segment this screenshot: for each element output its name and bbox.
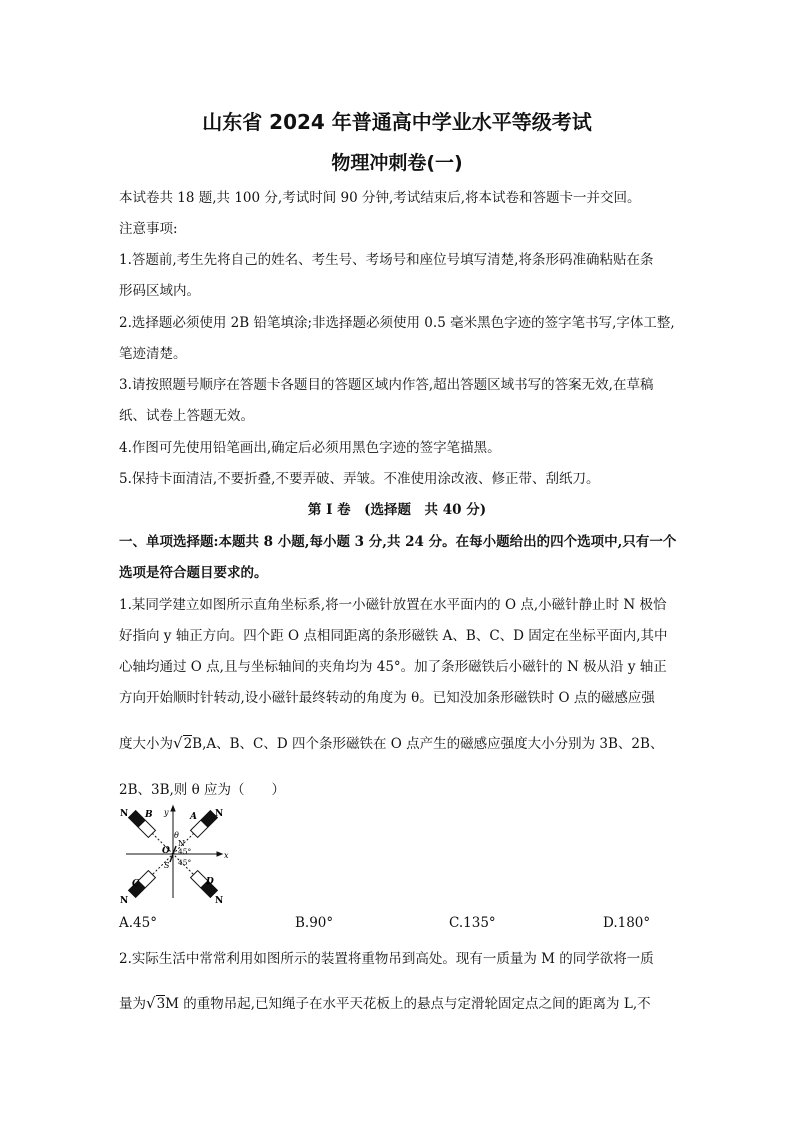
label-a: A [190,812,197,822]
radicand: 2 [183,736,193,752]
label-theta: θ [174,831,179,840]
exam-subtitle: 物理冲刺卷(一) [331,152,463,174]
label-b: B [145,810,153,820]
x-axis-arrow [217,852,222,856]
note-line: 纸、试卷上答题无效。 [119,408,254,424]
option-d[interactable]: D.180° [603,915,651,931]
label-o: O [162,846,170,856]
sqrt-2: √2 [173,734,193,752]
q2-text-pre: 量为 [119,996,146,1012]
q2-text-post: M 的重物吊起,已知绳子在水平天花板上的悬点与定滑轮固定点之间的距离为 L,不 [165,996,651,1012]
label-angle-1: 45° [178,847,192,856]
q1-text [119,732,663,752]
label-y: y [164,808,169,817]
note-line: 3.请按照题号顺序在答题卡各题目的答题区域内作答,超出答题区域书写的答案无效,在草稿 [119,377,654,393]
label-s-needle: S [164,861,170,870]
q1-text: 1.某同学建立如图所示直角坐标系,将一小磁针放置在水平面内的 O 点,小磁针静止时 N 极恰 [119,597,667,613]
note-line: 4.作图可先使用铅笔画出,确定后必须用黑色字迹的签字笔描黑。 [119,440,501,456]
note-line: 形码区域内。 [119,283,200,299]
q1-text: 2B、3B,则 θ 应为（ ） [119,782,286,798]
part1-heading: 选项是符合题目要求的。 [119,565,268,581]
note-line: 2.选择题必须使用 2B 铅笔填涂;非选择题必须使用 0.5 毫米黑色字迹的签字笔书写,字体工整, [119,315,675,331]
notes-heading: 注意事项: [119,221,178,237]
section-title: 第 I 卷 (选择题 共 40 分) [307,502,487,518]
q1-text: 心轴均通过 O 点,且与坐标轴间的夹角均为 45°。加了条形磁铁后小磁针的 N 极从沿 y 轴正 [119,659,667,675]
note-line: 5.保持卡面清洁,不要折叠,不要弄破、弄皱。不准使用涂改液、修正带、刮纸刀。 [119,471,600,487]
option-b[interactable]: B.90° [295,915,334,931]
intro-text: 本试卷共 18 题,共 100 分,考试时间 90 分钟,考试结束后,将本试卷和答题卡一并交回。 [119,190,641,206]
note-line: 1.答题前,考生先将自己的姓名、考生号、考场号和座位号填写清楚,将条形码准确粘贴在条 [119,252,654,268]
sqrt-3: √3 [146,994,166,1012]
label-d: D [206,877,214,887]
option-c[interactable]: C.135° [449,915,496,931]
label-x: x [224,851,229,860]
label-n-b: N [120,809,129,819]
label-n-a: N [215,809,224,819]
q2-text: 2.实际生活中常常利用如图所示的装置将重物吊到高处。现有一质量为 M 的同学欲将一质 [119,951,654,967]
option-a[interactable]: A.45° [119,915,157,931]
q1-text: 好指向 y 轴正方向。四个距 O 点相同距离的条形磁铁 A、B、C、D 固定在坐标平面内,其中 [119,628,668,644]
magnet-figure [118,802,230,906]
q1-text-post: B,A、B、C、D 四个条形磁铁在 O 点产生的磁感应强度大小分别为 3B、2B、 [192,736,664,752]
label-n-d: N [215,896,224,906]
y-axis-arrow [171,806,175,811]
label-c: C [132,879,140,889]
label-angle-2: 45° [178,858,192,867]
label-n-needle: N [178,839,185,848]
q1-text: 方向开始顺时针转动,设小磁针最终转动的角度为 θ。已知没加条形磁铁时 O 点的磁感应强 [119,690,655,706]
note-line: 笔迹清楚。 [119,346,187,362]
exam-title: 山东省 2024 年普通高中学业水平等级考试 [202,110,592,134]
label-n-c: N [120,896,129,906]
radicand: 3 [156,996,166,1012]
q1-text-pre: 度大小为 [119,736,173,752]
part1-heading: 一、单项选择题:本题共 8 小题,每小题 3 分,共 24 分。在每小题给出的四个选项中,只有一个 [119,534,677,550]
q2-text [119,992,651,1012]
